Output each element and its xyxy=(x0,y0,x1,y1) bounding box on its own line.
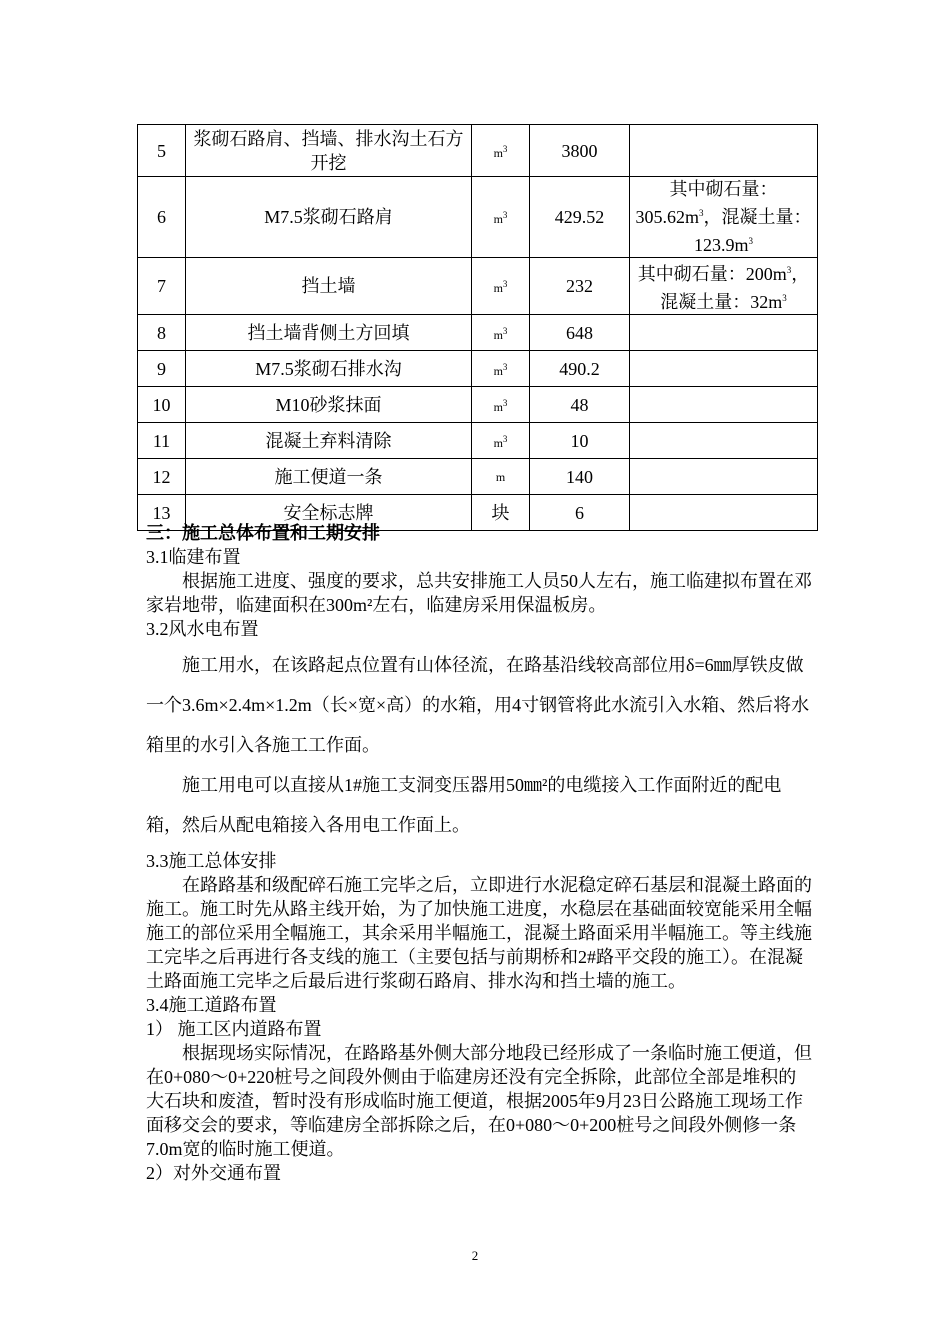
paragraph-3-2-power: 施工用电可以直接从1#施工支洞变压器用50㎜²的电缆接入工作面附近的配电箱，然后从配电箱接入各用电工作面上。 xyxy=(146,775,782,835)
unit-cell: $m^3$ xyxy=(472,125,530,177)
quantity-cell: 232 xyxy=(530,258,630,315)
table-row xyxy=(138,387,818,423)
paragraph-3-2-water: 施工用水，在该路起点位置有山体径流，在路基沿线较高部位用δ=6㎜厚铁皮做一个3.6m×2.4m×1.2m（长×宽×高）的水箱，用4寸钢管将此水流引入水箱、然后将水箱里的水引入各施工工作面。 xyxy=(146,655,810,755)
subsection-title-3-3: 3.3施工总体安排 xyxy=(146,851,277,871)
item-name-cell: 浆砌石路肩、挡墙、排水沟土石方开挖 xyxy=(186,125,472,177)
item-name-cell: M10砂浆抹面 xyxy=(186,387,472,423)
item-name-cell: 挡土墙 xyxy=(186,258,472,315)
item-name-cell: 混凝土弃料清除 xyxy=(186,423,472,459)
subheading-external-traffic: 2）对外交通布置 xyxy=(146,1163,281,1183)
row-number-cell: 11 xyxy=(138,423,186,459)
unit-cell: $m^3$ xyxy=(472,387,530,423)
note-cell: 其中砌石量：$200m^3$，混凝土量：$32m^3$ xyxy=(630,258,818,315)
unit-cell: m xyxy=(472,459,530,495)
table-row xyxy=(138,351,818,387)
item-name-cell: 施工便道一条 xyxy=(186,459,472,495)
subheading-inner-roads: 1） 施工区内道路布置 xyxy=(146,1019,322,1039)
subsection-title-3-2: 3.2风水电布置 xyxy=(146,619,259,639)
section-body xyxy=(146,521,814,1185)
note-cell xyxy=(630,423,818,459)
row-number-cell: 12 xyxy=(138,459,186,495)
quantity-cell: 6 xyxy=(530,495,630,531)
quantity-cell: 648 xyxy=(530,315,630,351)
item-name-cell: M7.5浆砌石排水沟 xyxy=(186,351,472,387)
note-cell: 其中砌石量：$305.62m^3$，混凝土量：$123.9m^3$ xyxy=(630,177,818,258)
row-number-cell: 10 xyxy=(138,387,186,423)
subsection-title-3-4: 3.4施工道路布置 xyxy=(146,995,277,1015)
unit-cell: $m^3$ xyxy=(472,315,530,351)
row-number-cell: 6 xyxy=(138,177,186,258)
table-row xyxy=(138,125,818,177)
item-name-cell: M7.5浆砌石路肩 xyxy=(186,177,472,258)
table-row xyxy=(138,459,818,495)
note-cell xyxy=(630,125,818,177)
unit-cell: $m^3$ xyxy=(472,423,530,459)
unit-cell: $m^3$ xyxy=(472,177,530,258)
quantity-table-body xyxy=(138,125,818,531)
section-heading: 三：施工总体布置和工期安排 xyxy=(146,523,380,543)
subsection-title-3-1: 3.1临建布置 xyxy=(146,547,241,567)
item-name-cell: 挡土墙背侧土方回填 xyxy=(186,315,472,351)
quantity-cell: 10 xyxy=(530,423,630,459)
row-number-cell: 13 xyxy=(138,495,186,531)
row-number-cell: 9 xyxy=(138,351,186,387)
paragraph-3-4-1: 根据现场实际情况，在路路基外侧大部分地段已经形成了一条临时施工便道，但在0+080～0+220桩号之间段外侧由于临建房还没有完全拆除，此部位全部是堆积的大石块和废渣，暂时没有形成临时施工便道，根据2005年9月23日公路施工现场工作面移交会的要求，等临建房全部拆除之后，在0+080～0+200桩号之间段外侧修一条7.0m宽的临时施工便道。 xyxy=(146,1043,812,1159)
quantity-cell: 3800 xyxy=(530,125,630,177)
page-number: 2 xyxy=(471,1248,479,1263)
note-cell xyxy=(630,351,818,387)
quantity-cell: 490.2 xyxy=(530,351,630,387)
table-row xyxy=(138,423,818,459)
quantity-cell: 429.52 xyxy=(530,177,630,258)
unit-cell: $m^3$ xyxy=(472,258,530,315)
unit-cell: 块 xyxy=(472,495,530,531)
row-number-cell: 8 xyxy=(138,315,186,351)
note-cell xyxy=(630,459,818,495)
quantity-cell: 48 xyxy=(530,387,630,423)
table-row xyxy=(138,258,818,315)
row-number-cell: 7 xyxy=(138,258,186,315)
note-cell xyxy=(630,315,818,351)
unit-cell: $m^3$ xyxy=(472,351,530,387)
row-number-cell: 5 xyxy=(138,125,186,177)
table-row xyxy=(138,315,818,351)
paragraph-3-1: 根据施工进度、强度的要求，总共安排施工人员50人左右，施工临建拟布置在邓家岩地带，临建面积在300m²左右，临建房采用保温板房。 xyxy=(146,571,812,615)
item-name-cell: 安全标志牌 xyxy=(186,495,472,531)
table-row xyxy=(138,177,818,258)
quantity-table xyxy=(137,124,818,531)
quantity-cell: 140 xyxy=(530,459,630,495)
note-cell xyxy=(630,387,818,423)
paragraph-3-3: 在路路基和级配碎石施工完毕之后，立即进行水泥稳定碎石基层和混凝土路面的施工。施工时先从路主线开始，为了加快施工进度，水稳层在基础面较宽能采用全幅施工的部位采用全幅施工，其余采用半幅施工，混凝土路面采用半幅施工。等主线施工完毕之后再进行各支线的施工（主要包括与前期桥和2#路平交段的施工）。在混凝土路面施工完毕之后最后进行浆砌石路肩、排水沟和挡土墙的施工。 xyxy=(146,875,812,991)
